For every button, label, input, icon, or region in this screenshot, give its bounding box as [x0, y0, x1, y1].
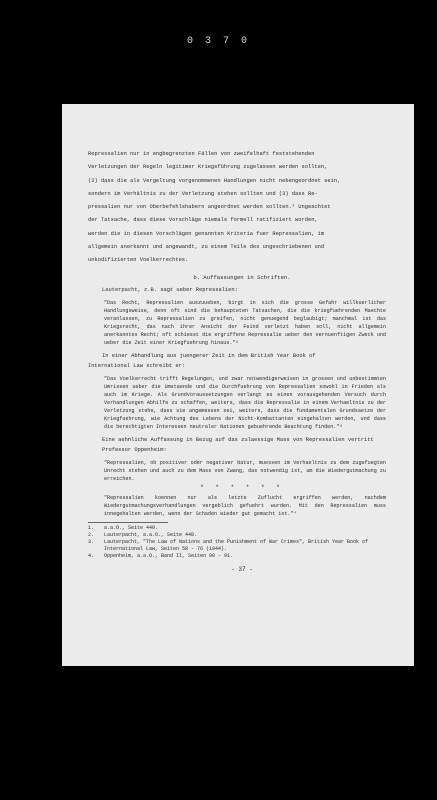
- page-number: - 37 -: [231, 565, 253, 573]
- text-line: pressalien nur von Oberbefehlshabern angeordnet werden sollten.¹ Ungeachtet: [88, 204, 331, 211]
- footnote-number: 4.: [88, 552, 95, 559]
- footnote: [88, 532, 396, 539]
- footnote-divider: [88, 522, 168, 523]
- document-page: [62, 104, 414, 666]
- footnote-number: 3.: [88, 538, 95, 545]
- text-line: Verletzungen der Regeln legitimer Kriegsführung zugelassen werden sollten,: [88, 164, 328, 171]
- footnotes: [88, 525, 396, 560]
- footnote-text: Lauterpacht, a.a.O., Seite 448.: [104, 531, 198, 538]
- footnote: [88, 539, 396, 553]
- text-line: (2) dass die als Vergeltung vorgenommenen Handlungen nicht nebengeordnet sein,: [88, 177, 341, 184]
- intro-british-cont: International Law schreibt er:: [88, 362, 186, 369]
- text-line: allgemein anerkannt und angewandt, zu einem Teile des ungeschriebenen und: [88, 244, 325, 251]
- quote-oppenheim-2: "Repressalien koennen nur als letzte Zuflucht ergriffen werden, nachdem Wiedergutmachungsverhandlungen vergeblich gefuehrt wurden. Mit den Repressalien muss innegehalten werden, wenn der Schaden wieder gut gemacht ist."⁴: [104, 494, 386, 517]
- text-line: Repressalien nur in engbegrenzten Fällen von zweifelhaft feststehenden: [88, 151, 315, 157]
- text-line: werden die in diesen Vorschlägen genannten Kriteria fuer Repressalien, im: [88, 230, 325, 237]
- section-heading: b. Auffassungen in Schriften.: [193, 273, 291, 281]
- intro-lauterpacht: Lauterpacht, z.B. sagt ueber Repressalien:: [102, 286, 238, 293]
- footnote: [88, 553, 396, 560]
- footnote-text: Lauterpacht, "The Law of Nations and the Punishment of War Crimes", British Year Book of International Law, Seiten 58 - 76 (1944).: [104, 538, 369, 552]
- intro-british: In einer Abhandlung aus juengerer Zeit in dem British Year Book of: [102, 352, 316, 359]
- intro-oppenheim: Eine aehnliche Auffassung in Bezug auf das zulaessige Mass von Repressalien vertritt Professor Oppenheim:: [102, 436, 374, 453]
- text-line: unkodifizierten Voelkerrechtes.: [88, 257, 189, 264]
- quote-british-year-book: "Das Voelkerrecht trifft Regelungen, und zwar notwendigerweisen in grossen und unbestimmten Umrissen ueber die Umstaende und die Durchfuehrung von Repressalien sowohl in Frieden als auch im Kriege. Als Grundvoraussetzungen verlangt es einen vorausgehenden Versuch durch Verhandlungen Abhilfe zu schaffen, weiters, dass die Repressalie in einem Verhaeltnis zu der Verletzung stehe, dass sie angemessen sei, weiters, dass die fundamentalen Grundsaetze der Kriegfuehrung, wie Achtung des Lebens der Nicht-Kombattanten eingehalten werden, und dass die berechtigten Interessen neutraler Nationen gebuehrende Beachtung finden."³: [104, 375, 386, 430]
- quote-oppenheim-1: "Repressalien, ob positiver oder negativer Natur, muessen im Verhaeltnis zu dem zugefuegten Unrecht stehen und auch zu dem Mass von Zwang, das notwendig ist, um die Wiedergutmachung zu erreichen.: [104, 459, 386, 482]
- footnote-number: 2.: [88, 531, 95, 538]
- lead-paragraph: [88, 148, 396, 268]
- text-line: sondern im Verhältnis zu der Verletzung stehen sollten und (3) dass Re-: [88, 190, 318, 197]
- ellipsis-stars: * * * * * *: [200, 483, 284, 491]
- footnote-number: 1.: [88, 524, 95, 531]
- footnote-text: a.a.O., Seite 449.: [104, 524, 159, 531]
- footnote-text: Oppenheim, a.a.O., Band II, Seiten 90 - 91.: [104, 552, 234, 559]
- quote-lauterpacht: "Das Recht, Repressalien auszuueben, birgt in sich die grosse Gefahr willkuerlicher Handlungsweise, denn oft sind die behaupteten Tatsachen, die die kriegfuehrenden Maechte veranlassen, zu Repressalien zu greifen, nicht genuegend beglaubigt; manchmal ist das Kriegsrecht, das nach ihrer Ansicht der Feind verletzt haben soll, nicht allgemein anerkanntes Recht; oft schiesst die ergriffene Repressalie ueber den vernuenftigen Zweck und ueber die Zeit einer Kriegfuehrung hinaus."²: [104, 299, 386, 346]
- text-line: der Tatsache, dass diese Vorschläge niemals formell ratifiziert worden,: [88, 217, 318, 224]
- frame-number: 0 3 7 0: [186, 36, 250, 47]
- footnote: [88, 525, 396, 532]
